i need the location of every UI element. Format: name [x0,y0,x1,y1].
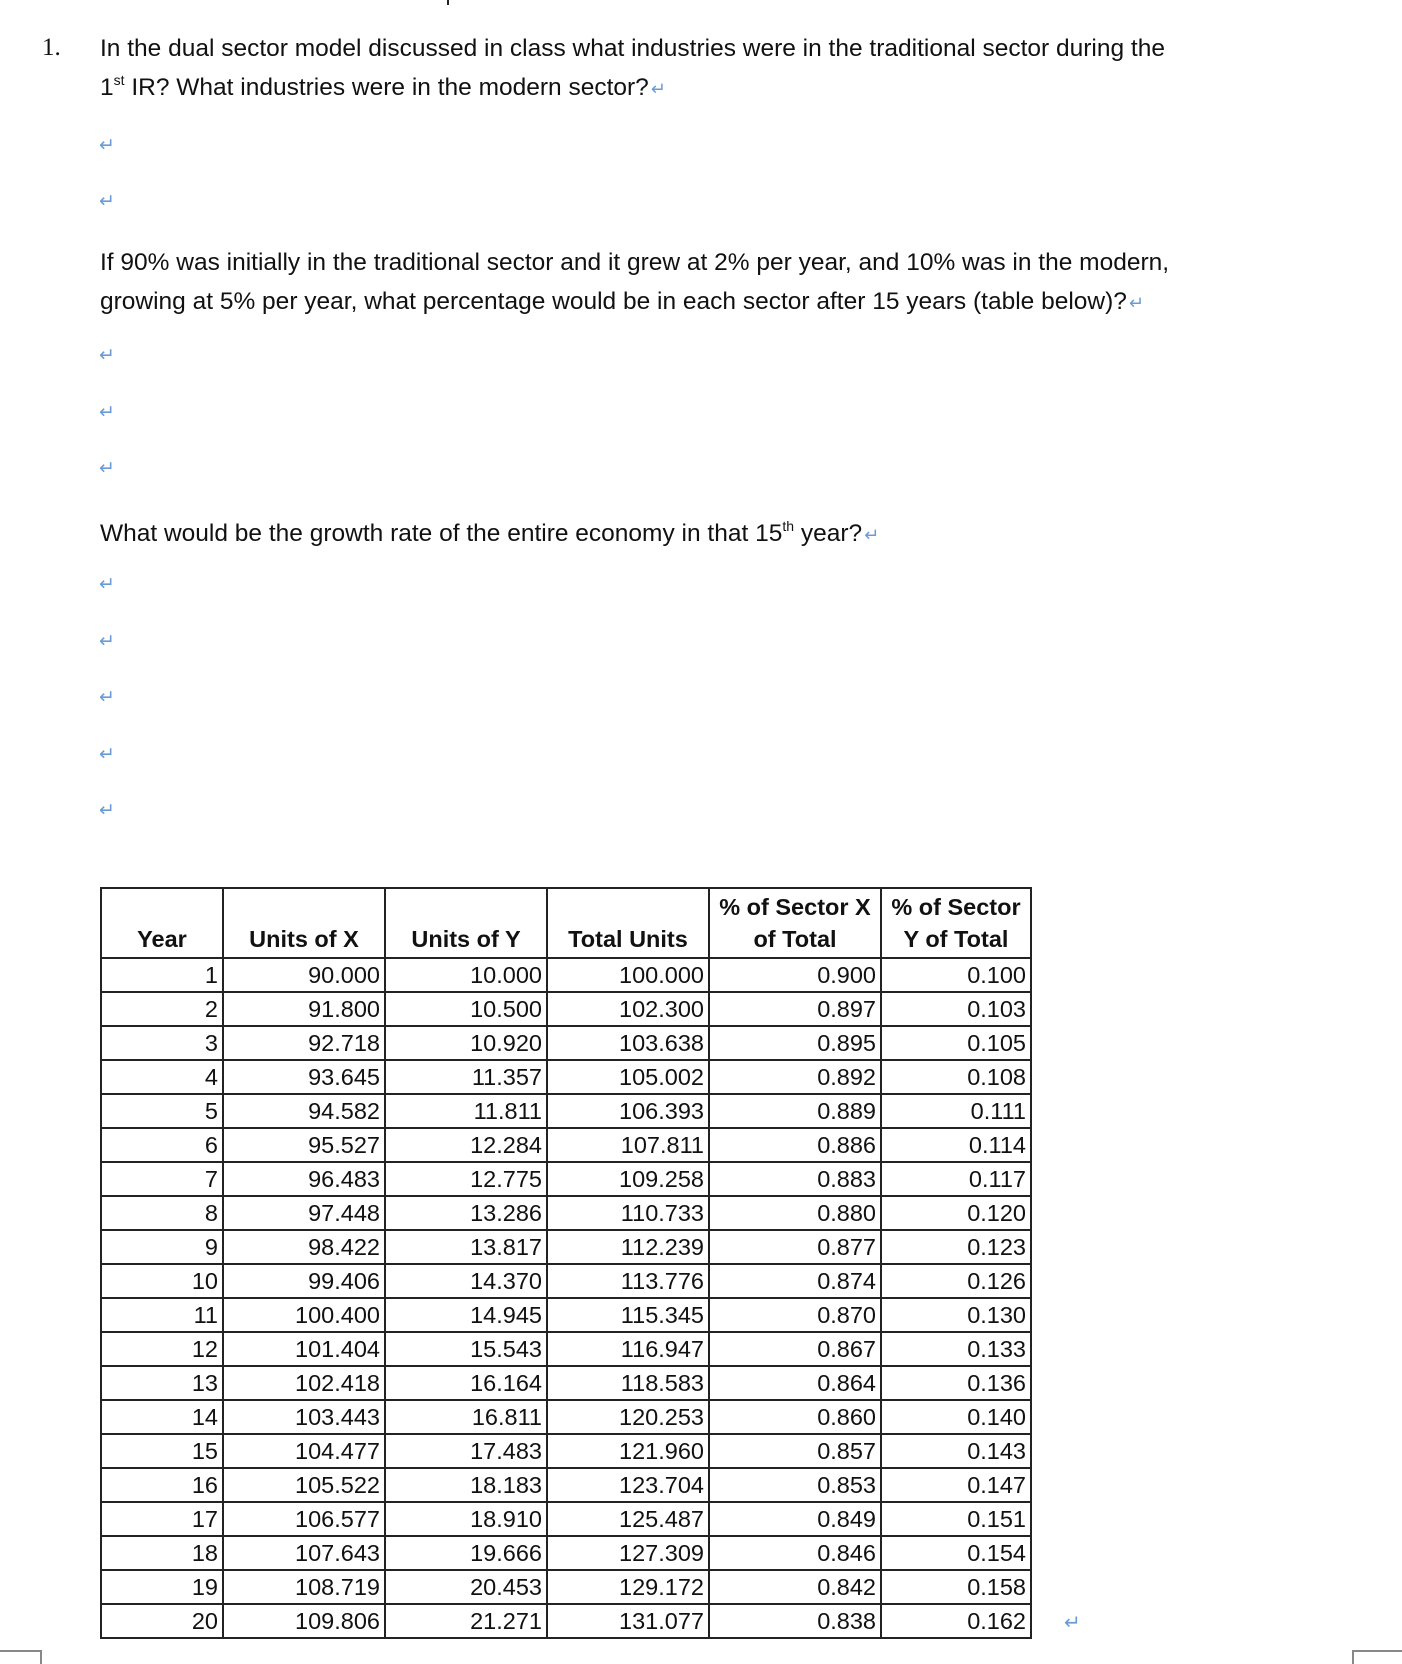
cell-total-units: 110.733 [547,1196,709,1230]
table-row [101,958,1031,992]
cell-pct-sector-x: 0.897 [709,992,881,1026]
table-row [101,1332,1031,1366]
cell-total-units: 105.002 [547,1060,709,1094]
table-header-row [101,888,1031,958]
cell-total-units: 118.583 [547,1366,709,1400]
table-row [101,1298,1031,1332]
sector-growth-table [100,887,1032,1639]
cell-pct-sector-y: 0.140 [881,1400,1031,1434]
cell-units-y: 13.817 [385,1230,547,1264]
page-top-marker [447,0,449,5]
cell-year: 19 [101,1570,223,1604]
paragraph-mark-icon: ↵ [99,401,115,423]
cell-pct-sector-x: 0.864 [709,1366,881,1400]
cell-pct-sector-x: 0.842 [709,1570,881,1604]
cell-year: 1 [101,958,223,992]
cell-year: 6 [101,1128,223,1162]
cell-pct-sector-x: 0.889 [709,1094,881,1128]
cell-pct-sector-y: 0.136 [881,1366,1031,1400]
cell-units-x: 90.000 [223,958,385,992]
header-units-x: Units of X [223,888,385,958]
cell-units-x: 96.483 [223,1162,385,1196]
cell-units-y: 12.284 [385,1128,547,1162]
cell-units-y: 13.286 [385,1196,547,1230]
cell-units-x: 103.443 [223,1400,385,1434]
cell-pct-sector-y: 0.120 [881,1196,1031,1230]
cell-pct-sector-x: 0.874 [709,1264,881,1298]
cell-units-x: 101.404 [223,1332,385,1366]
table-row [101,1570,1031,1604]
cell-units-y: 15.543 [385,1332,547,1366]
cell-units-y: 14.370 [385,1264,547,1298]
cell-year: 18 [101,1536,223,1570]
cell-units-x: 91.800 [223,992,385,1026]
cell-total-units: 112.239 [547,1230,709,1264]
paragraph-mark-icon: ↵ [1064,1612,1081,1634]
cell-year: 16 [101,1468,223,1502]
cell-year: 7 [101,1162,223,1196]
cell-units-y: 18.910 [385,1502,547,1536]
cell-units-x: 104.477 [223,1434,385,1468]
cell-year: 12 [101,1332,223,1366]
cell-year: 3 [101,1026,223,1060]
cell-units-y: 10.500 [385,992,547,1026]
cell-units-x: 108.719 [223,1570,385,1604]
cell-year: 2 [101,992,223,1026]
cell-pct-sector-y: 0.114 [881,1128,1031,1162]
cell-units-x: 100.400 [223,1298,385,1332]
cell-pct-sector-x: 0.883 [709,1162,881,1196]
paragraph-mark-icon: ↵ [650,79,666,99]
cell-pct-sector-y: 0.130 [881,1298,1031,1332]
cell-pct-sector-x: 0.892 [709,1060,881,1094]
cell-units-y: 14.945 [385,1298,547,1332]
cell-pct-sector-y: 0.147 [881,1468,1031,1502]
cell-pct-sector-y: 0.151 [881,1502,1031,1536]
cell-total-units: 102.300 [547,992,709,1026]
question-number: 1. [42,34,61,61]
header-pct-sector-y [881,888,1031,958]
question-2-line-2: growing at 5% per year, what percentage would be in each sector after 15 years (table below)? [100,288,1127,315]
cell-units-x: 98.422 [223,1230,385,1264]
cell-total-units: 109.258 [547,1162,709,1196]
paragraph-mark-icon: ↵ [99,573,115,595]
table-row [101,1128,1031,1162]
cell-units-y: 11.811 [385,1094,547,1128]
cell-year: 17 [101,1502,223,1536]
cell-total-units: 107.811 [547,1128,709,1162]
question-3-text [100,514,1340,555]
cell-units-x: 102.418 [223,1366,385,1400]
cell-pct-sector-y: 0.123 [881,1230,1031,1264]
question-3-after: year? [794,520,863,547]
cell-year: 5 [101,1094,223,1128]
cell-year: 9 [101,1230,223,1264]
question-1-line-2: IR? What industries were in the modern sector? [124,74,649,101]
cell-year: 13 [101,1366,223,1400]
cell-pct-sector-y: 0.162 [881,1604,1031,1638]
header-pct-sector-y-line-2: Y of Total [903,926,1009,952]
cell-units-x: 109.806 [223,1604,385,1638]
table-row [101,1604,1031,1638]
cell-pct-sector-x: 0.886 [709,1128,881,1162]
table-row [101,1264,1031,1298]
cell-pct-sector-y: 0.126 [881,1264,1031,1298]
paragraph-mark-icon: ↵ [99,630,115,652]
cell-pct-sector-x: 0.846 [709,1536,881,1570]
cell-pct-sector-y: 0.111 [881,1094,1031,1128]
cell-total-units: 120.253 [547,1400,709,1434]
cell-units-y: 10.920 [385,1026,547,1060]
cell-units-y: 16.811 [385,1400,547,1434]
cell-pct-sector-y: 0.154 [881,1536,1031,1570]
table-row [101,1162,1031,1196]
cell-pct-sector-y: 0.103 [881,992,1031,1026]
paragraph-mark-icon: ↵ [99,190,115,212]
cell-units-x: 97.448 [223,1196,385,1230]
question-1-number: 1 [100,74,114,101]
cell-total-units: 106.393 [547,1094,709,1128]
cell-units-x: 107.643 [223,1536,385,1570]
table-row [101,1094,1031,1128]
question-2-text [100,243,1340,323]
question-1-superscript: st [113,72,125,88]
cell-total-units: 121.960 [547,1434,709,1468]
cell-pct-sector-x: 0.857 [709,1434,881,1468]
cell-total-units: 125.487 [547,1502,709,1536]
question-2-line-1: If 90% was initially in the traditional sector and it grew at 2% per year, and 10% was in the modern, [100,249,1170,276]
cell-units-y: 19.666 [385,1536,547,1570]
cell-total-units: 127.309 [547,1536,709,1570]
cell-pct-sector-y: 0.158 [881,1570,1031,1604]
table-row [101,1536,1031,1570]
cell-pct-sector-x: 0.900 [709,958,881,992]
cell-units-x: 94.582 [223,1094,385,1128]
cell-units-y: 16.164 [385,1366,547,1400]
cell-pct-sector-x: 0.838 [709,1604,881,1638]
cell-year: 14 [101,1400,223,1434]
cell-units-x: 106.577 [223,1502,385,1536]
cell-total-units: 123.704 [547,1468,709,1502]
cell-pct-sector-x: 0.895 [709,1026,881,1060]
table-row [101,1196,1031,1230]
table-row [101,1230,1031,1264]
cell-pct-sector-y: 0.117 [881,1162,1031,1196]
paragraph-mark-icon: ↵ [99,134,115,156]
table-row [101,1434,1031,1468]
cell-units-x: 93.645 [223,1060,385,1094]
cell-pct-sector-x: 0.877 [709,1230,881,1264]
table-row [101,1502,1031,1536]
cell-pct-sector-x: 0.853 [709,1468,881,1502]
cell-units-y: 10.000 [385,958,547,992]
header-pct-sector-x-line-1: % of Sector X [719,894,871,920]
table-body [101,958,1031,1638]
cell-pct-sector-y: 0.105 [881,1026,1031,1060]
header-pct-sector-x [709,888,881,958]
cell-pct-sector-x: 0.867 [709,1332,881,1366]
cell-total-units: 113.776 [547,1264,709,1298]
cell-year: 15 [101,1434,223,1468]
cell-total-units: 103.638 [547,1026,709,1060]
question-3-superscript: th [782,518,795,534]
cell-pct-sector-x: 0.880 [709,1196,881,1230]
cell-pct-sector-y: 0.133 [881,1332,1031,1366]
cell-units-x: 99.406 [223,1264,385,1298]
cell-units-y: 20.453 [385,1570,547,1604]
paragraph-mark-icon: ↵ [1128,293,1144,313]
cell-pct-sector-x: 0.860 [709,1400,881,1434]
paragraph-mark-icon: ↵ [99,686,115,708]
cell-units-x: 105.522 [223,1468,385,1502]
cell-total-units: 129.172 [547,1570,709,1604]
cell-total-units: 115.345 [547,1298,709,1332]
header-units-y: Units of Y [385,888,547,958]
cell-year: 10 [101,1264,223,1298]
cell-total-units: 116.947 [547,1332,709,1366]
header-year: Year [101,888,223,958]
header-pct-sector-y-line-1: % of Sector [891,894,1021,920]
cell-units-x: 95.527 [223,1128,385,1162]
paragraph-mark-icon: ↵ [99,457,115,479]
cell-pct-sector-y: 0.100 [881,958,1031,992]
cell-units-y: 21.271 [385,1604,547,1638]
cell-pct-sector-y: 0.108 [881,1060,1031,1094]
table-row [101,1468,1031,1502]
cell-units-y: 18.183 [385,1468,547,1502]
table-row [101,1400,1031,1434]
cell-units-y: 17.483 [385,1434,547,1468]
cell-year: 4 [101,1060,223,1094]
cell-total-units: 100.000 [547,958,709,992]
question-1-text [100,29,1340,109]
table-row [101,1060,1031,1094]
cell-pct-sector-x: 0.849 [709,1502,881,1536]
cell-year: 11 [101,1298,223,1332]
paragraph-mark-icon: ↵ [864,525,880,545]
paragraph-mark-icon: ↵ [99,743,115,765]
paragraph-mark-icon: ↵ [99,344,115,366]
header-pct-sector-x-line-2: of Total [753,926,837,952]
header-total-units: Total Units [547,888,709,958]
cell-total-units: 131.077 [547,1604,709,1638]
cell-units-y: 12.775 [385,1162,547,1196]
question-3-before: What would be the growth rate of the entire economy in that 15 [100,520,783,547]
cell-pct-sector-x: 0.870 [709,1298,881,1332]
table-row [101,1366,1031,1400]
table-row [101,1026,1031,1060]
question-1-line-1: In the dual sector model discussed in class what industries were in the traditional sector during the [100,35,1165,62]
paragraph-mark-icon: ↵ [99,799,115,821]
cell-pct-sector-y: 0.143 [881,1434,1031,1468]
cell-year: 8 [101,1196,223,1230]
cell-units-x: 92.718 [223,1026,385,1060]
table-row [101,992,1031,1026]
cell-year: 20 [101,1604,223,1638]
cell-units-y: 11.357 [385,1060,547,1094]
